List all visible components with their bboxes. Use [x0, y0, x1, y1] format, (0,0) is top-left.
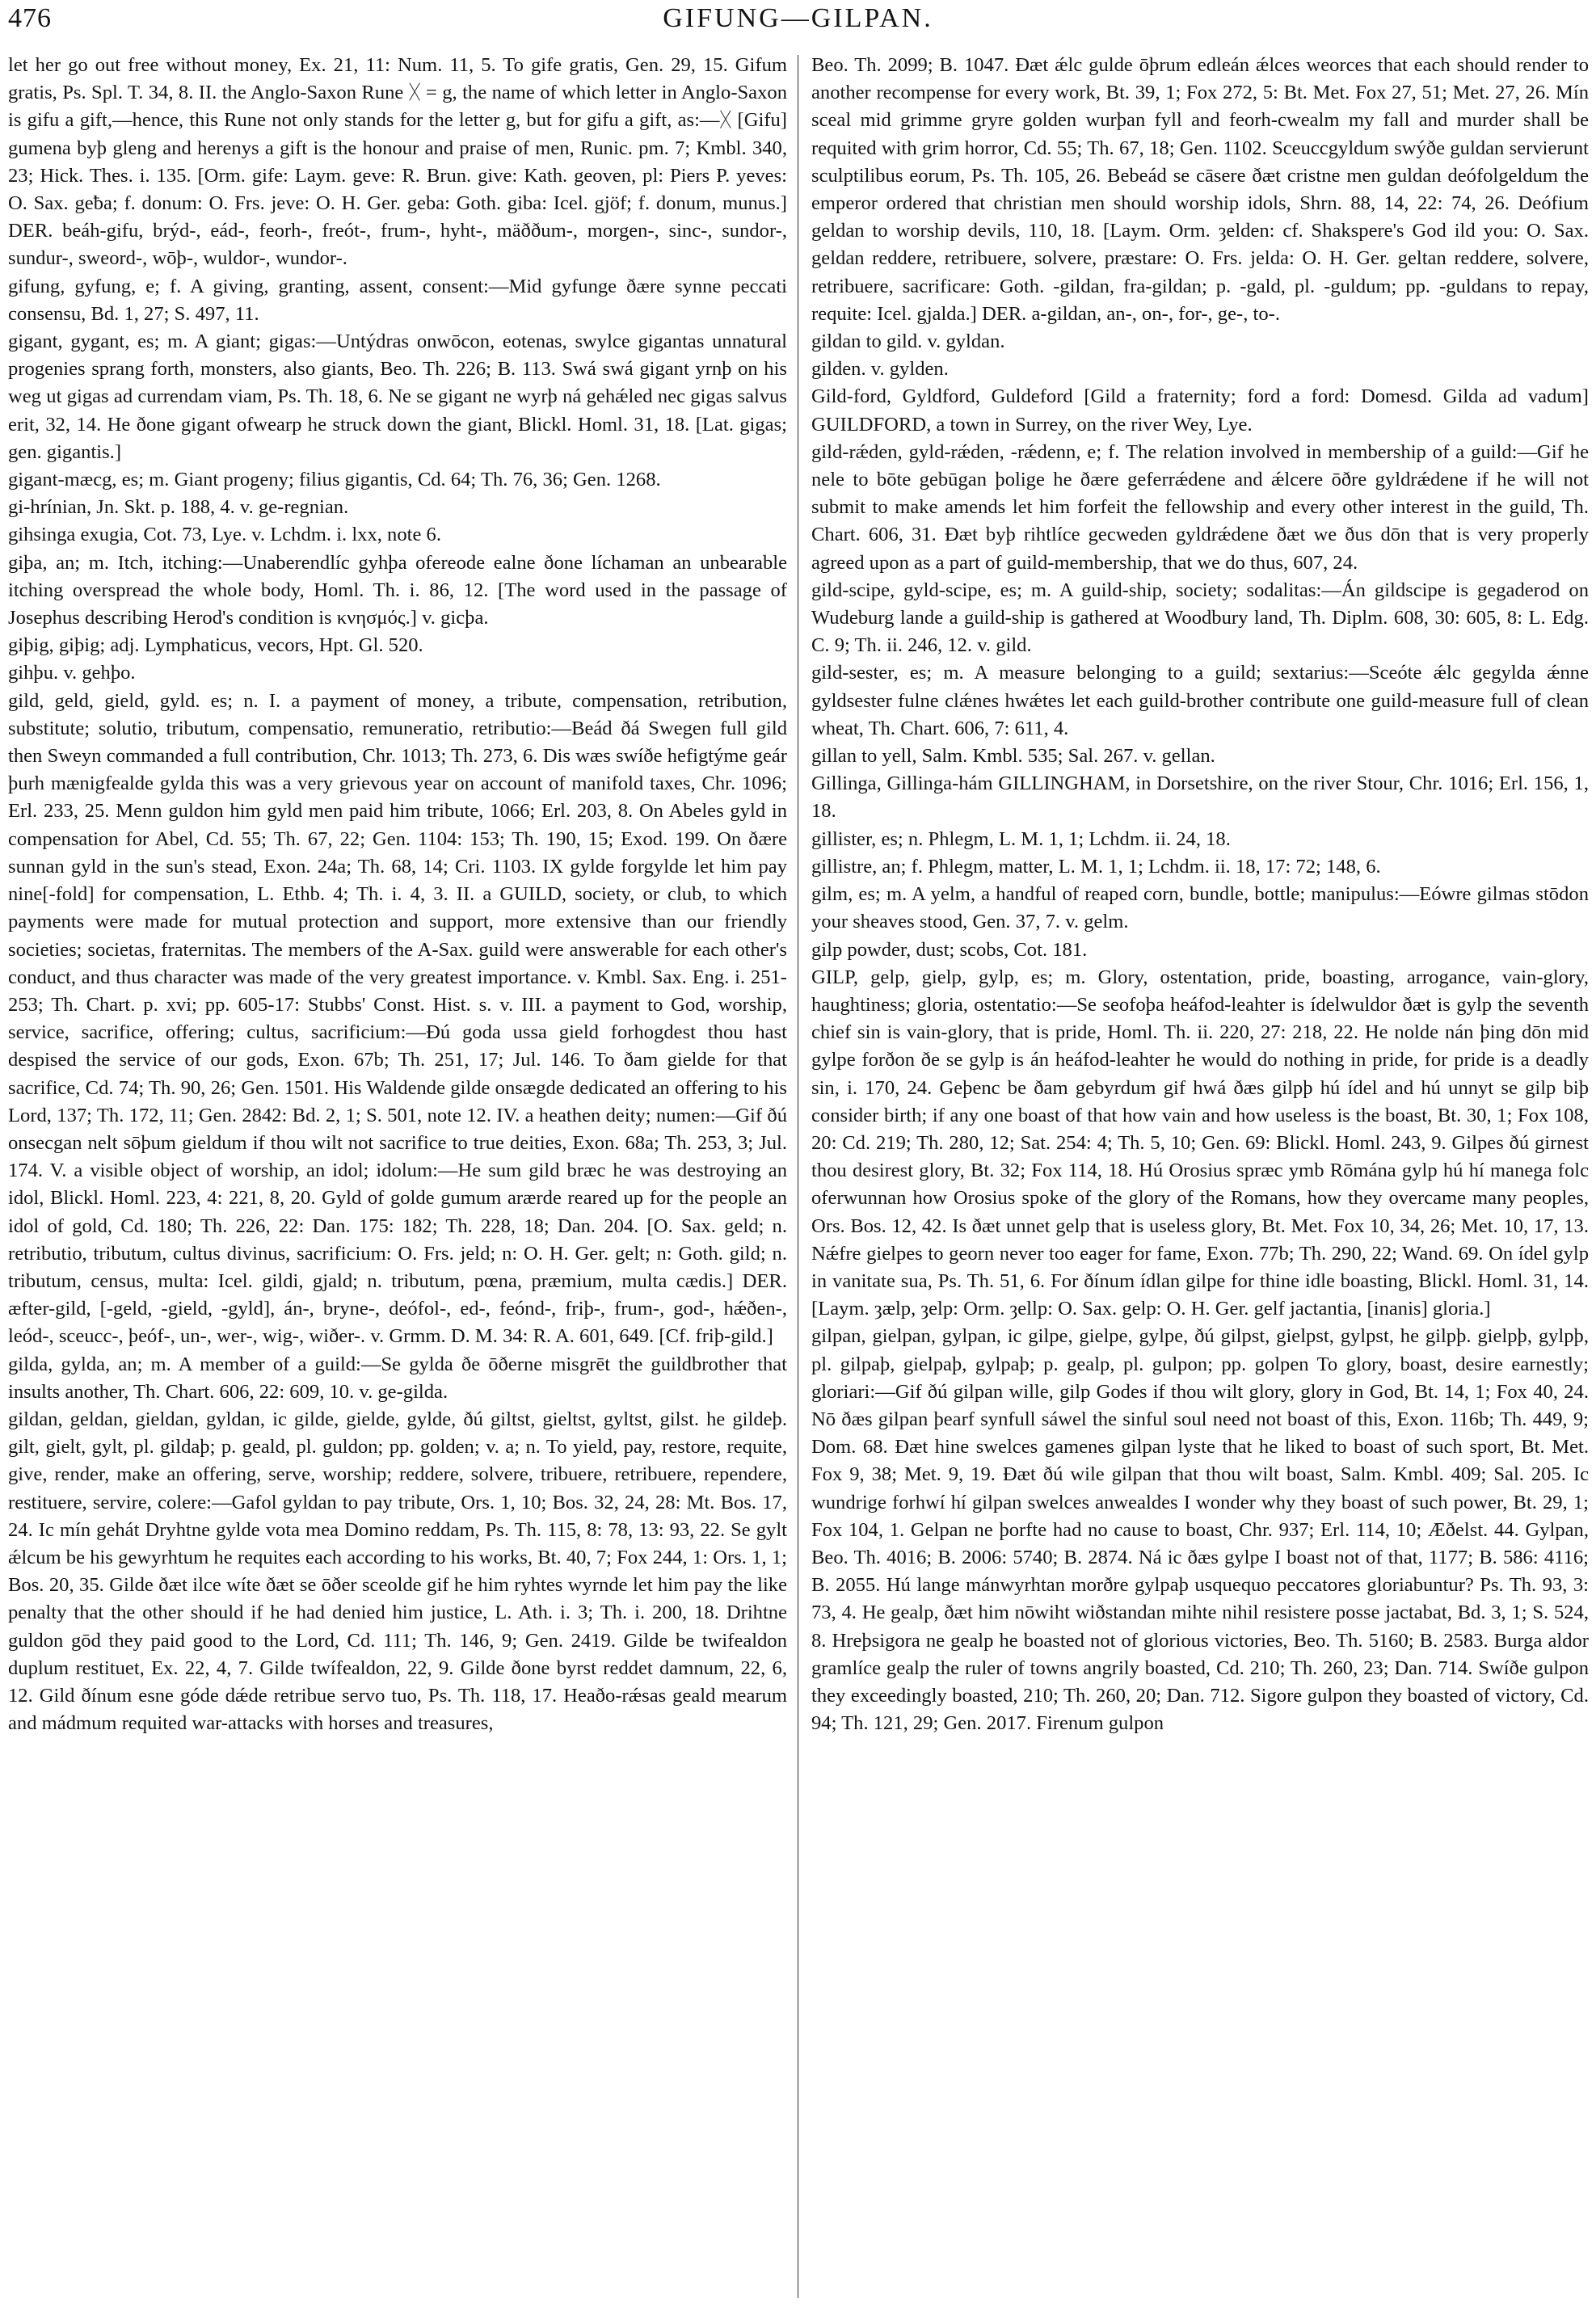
entry-gigant: gigant, gygant, es; m. A giant; gigas:—Untýdras onwōcon, eotenas, swylce gigantas unnatural progenies sprang forth, monsters, also giants, Beo. Th. 226; B. 113. Swá swá gigant yrnþ on his weg ut gigas ad currendam viam, Ps. Th. 18, 6. Ne se gigant ne wyrþ ná gehǽled nec gigas salvus erit, 32, 14. He ðone gigant ofwearp he struck down the giant, Blickl. Homl. 31, 18. [Lat. gigas; gen. gigantis.] [8, 330, 787, 463]
entry-gild-sester: gild-sester, es; m. A measure belonging to a guild; sextarius:—Sceóte ǽlc gegylda ǽnne gyldsester fulne clǽnes hwǽtes let each guild-brother contribute one guild-measure full of clean wheat, Th. Chart. 606, 7: 611, 4. [811, 662, 1589, 739]
entry-gifung: gifung, gyfung, e; f. A giving, granting, assent, consent:—Mid gyfunge ðære synne peccati consensu, Bd. 1, 27; S. 497, 11. [8, 275, 787, 325]
entry-gillistre: gillistre, an; f. Phlegm, matter, L. M. 1, 1; Lchdm. ii. 18, 17: 72; 148, 6. [811, 855, 1381, 878]
entry-gilden: gilden. v. gylden. [811, 358, 949, 381]
entry-gigant-maecg: gigant-mæcg, es; m. Giant progeny; filius gigantis, Cd. 64; Th. 76, 36; Gen. 1268. [8, 469, 661, 491]
entry-gillan: gillan to yell, Salm. Kmbl. 535; Sal. 267. v. gellan. [811, 745, 1215, 768]
entry-gild: gild, geld, gield, gyld. es; n. I. a payment of money, a tribute, compensation, retribution, substitute; solutio, tributum, compensatio, remuneratio, retributio:—Beád ðá Swegen full gild then Sweyn commanded a full contribution, Chr. 1013; Th. 273, 6. Dis wæs swíðe hefigtýme geár þurh mænigfealde gylda this was a very grievous year on account of manifold taxes, Chr. 1096; Erl. 233, 25. Menn guldon him gyld men paid him tribute, 1066; Erl. 203, 8. On Abeles gyld in compensation for Abel, Cd. 55; Th. 67, 22; Gen. 1104: 153; Th. 190, 15; Exod. 199. On ðære sunnan gyld in the sun's stead, Exon. 24a; Th. 68, 14; Cri. 1103. IX gylde forgylde let him pay nine[-fold] for compensation, L. Ethb. 4; Th. i. 4, 3. II. a GUILD, society, or club, to which payments were made for mutual protection and support, more extensive than our friendly societies; societas, fraternitas. The members of the A-Sax. guild were answerable for each other's conduct, and thus character was made of the very greatest importance. v. Kmbl. Sax. Eng. i. 251-253; Th. Chart. p. xvi; pp. 605-17: Stubbs' Const. Hist. s. v. III. a payment to God, worship, service, sacrifice, offering; cultus, sacrificium:—Ðú goda ussa gield forhogdest thou hast despised the service of our gods, Exon. 67b; Th. 251, 17; Jul. 146. To ðam gielde for that sacrifice, Cd. 74; Th. 90, 26; Gen. 1501. His Waldende gilde onsægde dedicated an offering to his Lord, 137; Th. 172, 11; Gen. 2842: Bd. 2, 1; S. 501, note 12. IV. a heathen deity; numen:—Gif ðú onsecgan nelt sōþum gieldum if thou wilt not sacrifice to true deities, Exon. 68a; Th. 253, 3; Jul. 174. V. a visible object of worship, an idol; idolum:—He sum gild bræc he was destroying an idol, Blickl. Homl. 223, 4: 221, 8, 20. Gyld of golde gumum arærde reared up for the people an idol of gold, Cd. 180; Th. 226, 22: Dan. 175: 182; Th. 228, 18; Dan. 204. [O. Sax. geld; n. retributio, tributum, cultus divinus, sacrificium: O. Frs. jeld; n: O. H. Ger. gelt; n: Goth. gild; n. tributum, census, multa: Icel. gildi, gjald; n. tributum, pœna, præmium, multa cædis.] DER. æfter-gild, [-geld, -gield, -gyld], án-, bryne-, deófol-, ed-, feónd-, friþ-, frum-, god-, hǽðen-, leód-, sceucc-, þeóf-, un-, wer-, wig-, wiðer-. v. Grmm. D. M. 34: R. A. 601, 649. [Cf. friþ-gild.] [8, 689, 787, 1348]
right-column [811, 52, 1589, 2298]
entry-gildan: gildan, geldan, gieldan, gyldan, ic gilde, gielde, gylde, ðú giltst, gieltst, gyltst, gilst. he gildeþ. gilt, gielt, gylt, pl. gildaþ; p. geald, pl. guldon; pp. golden; v. a; n. To yield, pay, restore, requite, give, render, make an offering, serve, worship; reddere, solvere, tribuere, retribuere, rependere, restituere, servire, colere:—Gafol gyldan to pay tribute, Ors. 1, 10; Bos. 32, 24, 28: Mt. Bos. 17, 24. Ic mín gehát Dryhtne gylde vota mea Domino reddam, Ps. Th. 115, 8: 78, 13: 93, 22. Se gylt ǽlcum be his gewyrhtum he requites each according to his works, Bt. 40, 7; Fox 244, 1: Ors. 1, 1; Bos. 20, 35. Gilde ðæt ilce wíte ðæt se ōðer sceolde gif he him ryhtes wyrnde let him pay the like penalty that the other should if he had denied him justice, L. Ath. i. 3; Th. i. 200, 18. Drihtne guldon gōd they paid good to the Lord, Cd. 111; Th. 146, 9; Gen. 2419. Gilde be twifealdon duplum restituet, Ex. 22, 4, 7. Gilde twífealdon, 22, 9. Gilde ðone byrst reddet damnum, 22, 6, 12. Gild ðínum esne góde dǽde retribue servo tuo, Ps. Th. 118, 17. Heaðo-rǽsas geald mearum and mádmum requited war-attacks with horses and treasures, [8, 1408, 787, 1735]
entry-gild-ford: Gild-ford, Gyldford, Guldeford [Gild a fraternity; ford a ford: Domesd. Gilda ad vadum] GUILDFORD, a town in Surrey, on the river Wey, Lye. [811, 385, 1589, 436]
entry-gilp-powder: gilp powder, dust; scobs, Cot. 181. [811, 938, 1088, 961]
entry-gild-scipe: gild-scipe, gyld-scipe, es; m. A guild-ship, society; sodalitas:—Án gildscipe is gegaderod on Wudeburg lande a guild-ship is gathered at Woodbury land, Th. Diplm. 608, 30: 605, 8: L. Edg. C. 9; Th. ii. 246, 12. v. gild. [811, 579, 1589, 657]
entry-githu: gihþu. v. gehþo. [8, 662, 136, 684]
entry-gillinga: Gillinga, Gillinga-hám GILLINGHAM, in Dorsetshire, on the river Stour, Chr. 1016; Erl. 156, 1, 18. [811, 772, 1589, 823]
left-column [8, 52, 787, 2298]
entry-gihsinga: gihsinga exugia, Cot. 73, Lye. v. Lchdm. i. lxx, note 6. [8, 524, 441, 546]
page-number: 476 [8, 3, 52, 33]
running-head: GIFUNG—GILPAN. [663, 3, 933, 33]
entry-gillister: gillister, es; n. Phlegm, L. M. 1, 1; Lchdm. ii. 24, 18. [811, 827, 1231, 850]
entry-gildan-to-gild: gildan to gild. v. gyldan. [811, 330, 1005, 353]
entry-paragraph: Beo. Th. 2099; B. 1047. Ðæt ǽlc gulde ōþrum edleán ǽlces weorces that each should render to another recompense for every work, Bt. 39, 1; Fox 272, 5: Bt. Met. Fox 27, 51; Met. 27, 26. Mín sceal mid grimme gryre golden wurþan fyll and feorh-cwealm my fall and murder shall be requited with grim horror, Cd. 55; Th. 67, 18; Gen. 1102. Sceuccgyldum swýðe guldan servierunt sculptilibus eorum, Ps. Th. 105, 26. Bebeád se cāsere ðæt cristne men guldan deófolgeldum the emperor ordered that christian men should worship idols, Shrn. 88, 14, 22: 74, 26. Deófium geldan to worship devils, 110, 18. [Laym. Orm. ȝelden: cf. Shakspere's God ild you: O. Sax. geldan reddere, retribuere, solvere, præstare: O. Frs. jelda: O. H. Ger. geltan reddere, solvere, retribuere, sacrificare: Goth. -gildan, fra-gildan; p. -gald, pl. -guldum; pp. -guldans to repay, requite: Icel. gjalda.] DER. a-gildan, an-, on-, for-, ge-, to-. [811, 54, 1589, 325]
entry-githa: giþa, an; m. Itch, itching:—Unaberendlíc gyhþa ofereode ealne ðone líchaman an unbearable itching overspread the whole body, Homl. Th. i. 86, 12. [The word used in the passage of Josephus describing Herod's condition is κνησμός.] v. gicþa. [8, 551, 787, 629]
entry-gilm: gilm, es; m. A yelm, a handful of reaped corn, bundle, bottle; manipulus:—Eówre gilmas stōdon your sheaves stood, Gen. 37, 7. v. gelm. [811, 883, 1589, 933]
entry-paragraph: let her go out free without money, Ex. 21, 11: Num. 11, 5. To gife gratis, Gen. 29, 15. Gifum gratis, Ps. Spl. T. 34, 8. II. the Anglo-Saxon Rune ᚷ = g, the name of which letter in Anglo-Saxon is gifu a gift,—hence, this Rune not only stands for the letter g, but for gifu a gift, as:—ᚷ [Gifu] gumena byþ gleng and herenys a gift is the honour and praise of men, Runic. pm. 7; Kmbl. 340, 23; Hick. Thes. i. 135. [Orm. gife: Laym. geve: R. Brun. give: Kath. geoven, pl: Piers P. yeves: O. Sax. geƀa; f. donum: O. Frs. jeve: O. H. Ger. geba: Goth. giba: Icel. gjöf; f. donum, munus.] DER. beáh-gifu, brýd-, eád-, feorh-, freót-, frum-, hyht-, mäððum-, morgen-, sinc-, sundor-, sundur-, sweord-, wōþ-, wuldor-, wundor-. [8, 54, 787, 270]
page-header [8, 0, 1588, 42]
entry-gilp: GILP, gelp, gielp, gylp, es; m. Glory, ostentation, pride, boasting, arrogance, vain-glory, haughtiness; gloria, ostentatio:—Se seofoþa heáfod-leahter is ídelwuldor ðæt is gylp the seventh chief sin is vain-glory, that is pride, Homl. Th. ii. 220, 27: 218, 22. He nolde nán þing dōn mid gylpe forðon ðe se gylp is án heáfod-leahter he would do nothing in pride, for pride is a deadly sin, i. 170, 24. Geþenc be ðam gebyrdum gif hwá ðæs gilpþ hú ídel and hú unnyt se gilp biþ consider birth; if any one boast of that how vain and how useless is the boast, Bt. 30, 1; Fox 108, 20: Cd. 219; Th. 280, 12; Sat. 254: 4; Th. 5, 10; Gen. 69: Blickl. Homl. 243, 9. Gilpes ðú girnest thou desirest glory, Bt. 32; Fox 114, 18. Hú Orosius spræc ymb Rōmána gylp hú hí manega folc oferwunnan how Orosius spoke of the glory of the Romans, how they overcame many peoples, Ors. Bos. 12, 42. Is ðæt unnet gelp that is useless glory, Bt. Met. Fox 10, 34, 26; Met. 10, 17, 13. Nǽfre gielpes to georn never too eager for fame, Exon. 77b; Th. 290, 22; Wand. 69. On ídel gylp in vanitate sua, Ps. Th. 51, 6. For ðínum ídlan gilpe for thine idle boasting, Blickl. Homl. 31, 14. [Laym. ȝælp, ȝelp: Orm. ȝellp: O. Sax. gelp: O. H. Ger. gelf jactantia, [inanis] gloria.] [811, 966, 1589, 1320]
entry-gilda: gilda, gylda, an; m. A member of a guild:—Se gylda ðe ōðerne misgrēt the guildbrother that insults another, Th. Chart. 606, 22: 609, 10. v. ge-gilda. [8, 1353, 787, 1403]
entry-gi-hrinian: gi-hrínian, Jn. Skt. p. 188, 4. v. ge-regnian. [8, 496, 349, 519]
entry-gilpan: gilpan, gielpan, gylpan, ic gilpe, gielpe, gylpe, ðú gilpst, gielpst, gylpst, he gilpþ. gielpþ, gylpþ, pl. gilpaþ, gielpaþ, gylpaþ; p. gealp, pl. gulpon; pp. golpen To glory, boast, desire earnestly; gloriari:—Gif ðú gilpan wille, gilp Godes if thou wilt glory, glory in God, Bt. 14, 1; Fox 40, 24. Nō ðæs gilpan þearf synfull sáwel the sinful soul need not boast of this, Exon. 116b; Th. 449, 9; Dom. 68. Ðæt hine swelces gamenes gilpan lyste that he liked to boast of such sport, Bt. Met. Fox 9, 38; Met. 9, 19. Ðæt ðú wile gilpan that thou wilt boast, Salm. Kmbl. 409; Sal. 205. Ic wundrige forhwí hí gilpan swelces anwealdes I wonder why they boast of such power, Bt. 29, 1; Fox 104, 1. Gelpan ne þorfte had no cause to boast, Chr. 937; Erl. 114, 10; Æðelst. 44. Gylpan, Beo. Th. 4016; B. 2006: 5740; B. 2874. Ná ic ðæs gylpe I boast not of that, 1177; B. 586: 4116; B. 2055. Hú lange mánwyrhtan morðre gylpaþ usquequo peccatores gloriabuntur? Ps. Th. 93, 3: 73, 4. He gealp, ðæt him nōwiht wiðstandan mihte nihil resistere posse jactabat, Bd. 3, 1; S. 524, 8. Hreþsigora ne gealp he boasted not of glorious victories, Beo. Th. 5160; B. 2583. Burga aldor gramlíce gealp the ruler of towns angrily boasted, Cd. 210; Th. 260, 23; Dan. 714. Swíðe gulpon they exceedingly boasted, 210; Th. 260, 20; Dan. 712. Sigore gulpon they boasted of victory, Cd. 94; Th. 121, 29; Gen. 2017. Firenum gulpon [811, 1325, 1589, 1735]
entry-gild-raeden: gild-rǽden, gyld-rǽden, -rǽdenn, e; f. The relation involved in membership of a guild:—Gif he nele to bōte gebūgan þolige he ðære geferrǽdene and ǽlcere ōðre gyldrǽdene if he will not submit to make amends let him forfeit the fellowship and every other interest in the guild, Th. Chart. 606, 31. Ðæt byþ rihtlíce gecweden gyldrǽdene ðæt we ðus dōn that is very properly agreed upon as a part of guild-membership, that we do thus, 607, 24. [811, 440, 1589, 574]
entry-githig: giþig, giþig; adj. Lymphaticus, vecors, Hpt. Gl. 520. [8, 634, 423, 657]
